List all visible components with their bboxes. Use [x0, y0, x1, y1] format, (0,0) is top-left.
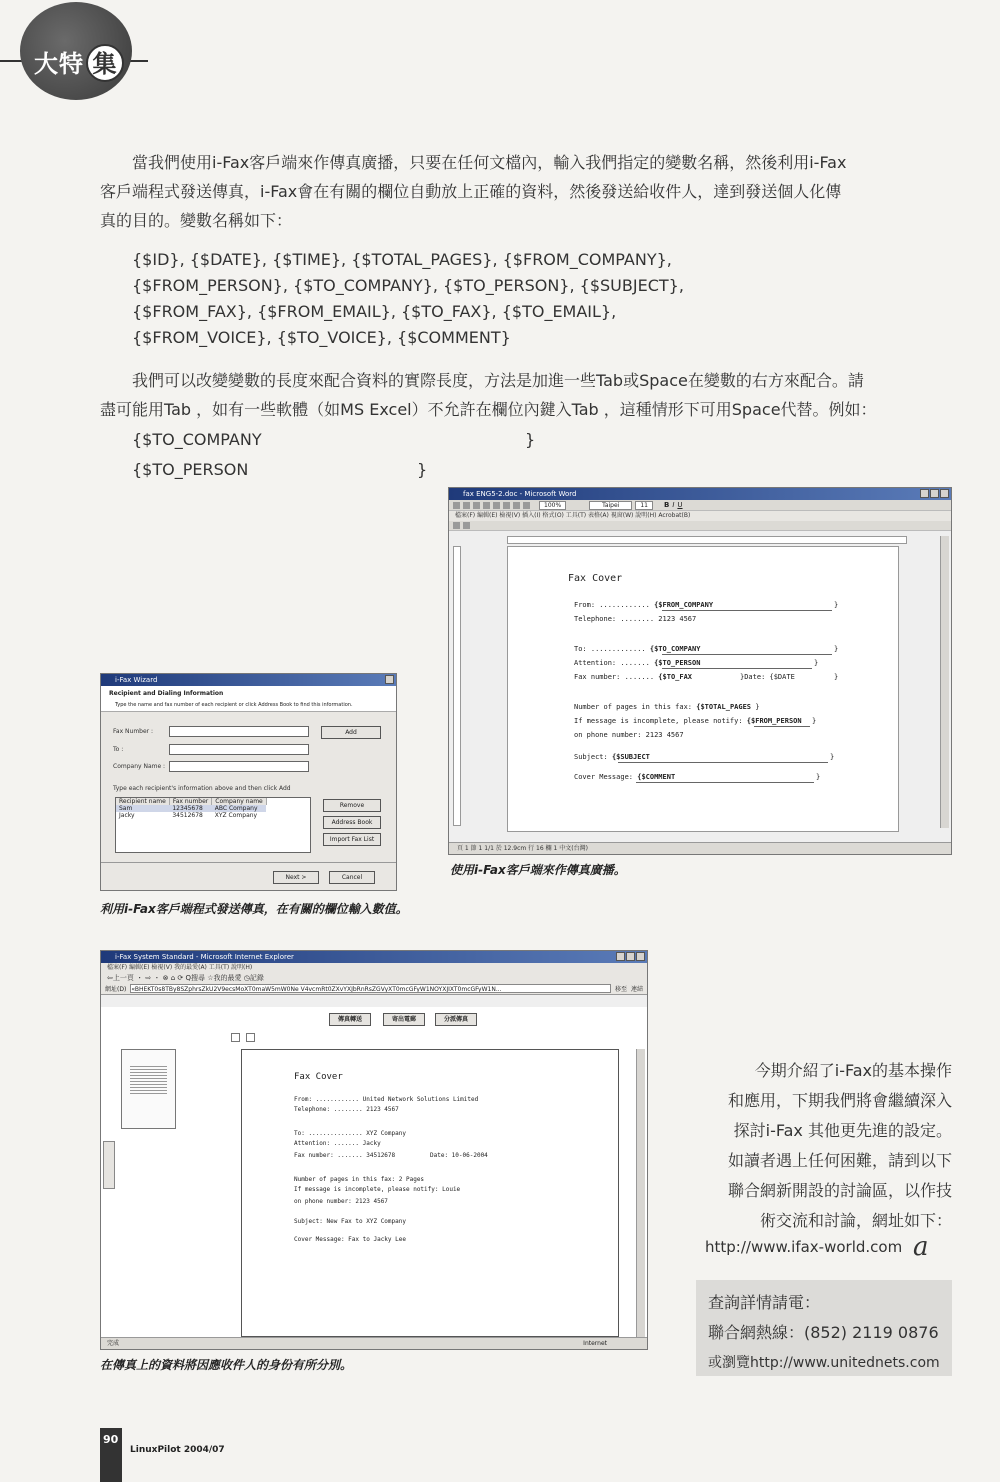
fax-cover-message: Cover Message: Fax to Jacky Lee: [294, 1236, 406, 1243]
faxno-var: {$TO_FAX: [658, 673, 693, 681]
page-thumbnail[interactable]: [121, 1049, 176, 1129]
from-var: {$FROM_COMPANY: [654, 601, 714, 609]
faxno-label: Fax number: .......: [574, 673, 655, 681]
fax-subject: Subject: New Fax to XYZ Company: [294, 1218, 406, 1225]
fax-attn: Attention: ....... Jacky: [294, 1140, 381, 1147]
status-done: 完成: [107, 1340, 120, 1347]
print-icon[interactable]: [483, 502, 490, 509]
notify-underline: [754, 726, 810, 727]
date-brace: }: [834, 673, 839, 681]
font-size-select[interactable]: 11: [635, 501, 653, 510]
import-fax-list-button[interactable]: Import Fax List: [323, 833, 381, 846]
intro-line-2: 客戶端程式發送傳真，i-Fax會在有關的欄位自動放上正確的資料，然後發送給收件人，達到發送個人化傳: [100, 182, 842, 201]
vertical-scrollbar[interactable]: [940, 536, 949, 828]
to-input[interactable]: [169, 744, 309, 755]
wizard-titlebar: [101, 674, 396, 686]
sidebar-line: 和應用，下期我們將會繼續深入: [727, 1091, 952, 1110]
cover-brace: }: [816, 773, 821, 781]
add-button[interactable]: Add: [321, 726, 381, 739]
recipient-name-cell: Sam: [119, 805, 133, 812]
to-label: To :: [113, 746, 124, 753]
example-start: {$TO_PERSON: [132, 460, 249, 479]
close-icon[interactable]: [636, 952, 645, 961]
contact-website[interactable]: 或瀏覽http://www.unitednets.com: [708, 1355, 940, 1371]
subject-label: Subject:: [574, 753, 608, 761]
fax-date: Date: 10-06-2004: [430, 1152, 488, 1159]
send-email-button[interactable]: 寄出電郵: [383, 1013, 425, 1026]
remove-button[interactable]: Remove: [323, 799, 381, 812]
cancel-button[interactable]: Cancel: [329, 871, 375, 884]
recipient-name-cell: Jacky: [119, 812, 135, 819]
tab-paragraph: [100, 366, 960, 424]
forum-url-link[interactable]: http://www.ifax-world.com: [705, 1238, 903, 1256]
table-row[interactable]: [116, 805, 266, 812]
recipient-list[interactable]: [115, 797, 311, 853]
notify-var: {$FROM_PERSON: [746, 717, 802, 725]
assign-fax-button[interactable]: 分派傳真: [435, 1013, 477, 1026]
ie-nav-toolbar[interactable]: ⇦上一頁 ・ ⇨ ・ ⊗ ⌂ ⟳ Q搜尋 ☆我的最愛 ◷記錄: [101, 973, 647, 983]
example-to-company: [132, 427, 262, 453]
notify-brace: }: [812, 717, 817, 725]
company-name-cell: ABC Company: [214, 805, 258, 812]
ie-titlebar: [101, 951, 647, 963]
table-row[interactable]: [116, 812, 266, 819]
zoom-select[interactable]: 100%: [539, 501, 566, 510]
italic-icon[interactable]: I: [672, 501, 675, 509]
contact-title: 查詢詳情請電：: [708, 1293, 821, 1312]
word-window: [448, 487, 952, 855]
sidebar-line: 今期介紹了i-Fax的基本操作: [754, 1061, 952, 1080]
list-instruction: Type each recipient's information above and then click Add: [113, 785, 291, 792]
wizard-subheading: Type the name and fax number of each recipient or click Address Book to find this information.: [115, 702, 353, 708]
section-title: [34, 44, 124, 82]
attn-var: {$TO_PERSON: [654, 659, 701, 667]
zoom-in-icon[interactable]: [231, 1033, 240, 1042]
from-label: From: ............: [574, 601, 650, 609]
sidebar-line: 如讀者遇上任何困難，請到以下: [727, 1151, 952, 1170]
example-to-person-end: }: [417, 460, 428, 479]
magazine-issue: LinuxPilot 2004/07: [130, 1445, 225, 1455]
cut-icon[interactable]: [503, 502, 510, 509]
fax-heading: Fax Cover: [294, 1072, 343, 1082]
word-titlebar: [449, 488, 951, 500]
minimize-icon[interactable]: [616, 952, 625, 961]
horizontal-ruler: [507, 536, 907, 544]
status-zone: Internet: [583, 1340, 607, 1347]
underline-icon[interactable]: U: [677, 501, 683, 509]
column-header[interactable]: Fax number: [169, 798, 211, 805]
address-label: 網址(D): [105, 986, 127, 993]
word-secondary-toolbar: [449, 521, 951, 531]
wizard-divider: [101, 862, 396, 863]
caption-word-window: 使用i-Fax客戶端來作傳真廣播。: [450, 863, 626, 877]
caption-wizard: 利用i-Fax客戶端程式發送傳真，在有關的欄位輸入數值。: [100, 902, 408, 916]
links-button[interactable]: 連結: [630, 986, 643, 993]
ie-vertical-scrollbar[interactable]: [636, 1049, 645, 1337]
caption-ie-window: 在傳真上的資料將因應收件人的身份有所分別。: [100, 1358, 353, 1372]
example-start: {$TO_COMPANY: [132, 430, 262, 449]
to-label: To: .............: [574, 645, 646, 653]
fax-phone: on phone number: 2123 4567: [294, 1198, 388, 1205]
ie-statusbar: [101, 1337, 647, 1349]
close-icon[interactable]: [940, 489, 949, 498]
table-header-row: [116, 798, 266, 805]
word-standard-toolbar: [449, 500, 951, 511]
forward-fax-button[interactable]: 傳真轉送: [329, 1013, 371, 1026]
section-title-circled: 集: [86, 44, 124, 82]
fax-number: Fax number: ....... 34512678: [294, 1152, 396, 1159]
zoom-out-icon[interactable]: [246, 1033, 255, 1042]
tel-value: 2123 4567: [658, 615, 697, 623]
cover-var: {$COMMENT: [637, 773, 676, 781]
minimize-icon[interactable]: [920, 489, 929, 498]
variable-line: {$FROM_PERSON}, {$TO_COMPANY}, {$TO_PERSON}, {$SUBJECT},: [132, 276, 684, 295]
tel-label: Telephone: ........: [574, 615, 655, 623]
to-underline: [662, 654, 832, 655]
ie-window: [100, 950, 648, 1350]
font-select[interactable]: Taipei: [589, 501, 632, 510]
notify-label: If message is incomplete, please notify:: [574, 717, 743, 725]
maximize-icon[interactable]: [626, 952, 635, 961]
to-brace: }: [834, 645, 839, 653]
next-button[interactable]: Next >: [273, 871, 319, 884]
wizard-header: [101, 686, 396, 712]
sidebar-line: 聯合網新開設的討論區，以作技: [727, 1181, 952, 1200]
example-to-person: [132, 457, 248, 483]
intro-line-1: 當我們使用i-Fax客戶端來作傳真廣播，只要在任何文檔內，輸入我們指定的變數名稱，然後利用i-Fax: [132, 153, 847, 172]
to-var: {$TO_COMPANY: [649, 645, 701, 653]
close-icon[interactable]: [385, 675, 394, 684]
subject-var: {$SUBJECT: [611, 753, 650, 761]
contact-info-box: [696, 1280, 952, 1376]
fax-notify: If message is incomplete, please notify: Louie: [294, 1186, 461, 1193]
company-name-label: Company Name :: [113, 763, 166, 770]
save-icon[interactable]: [473, 502, 480, 509]
grid-icon[interactable]: [463, 522, 470, 529]
sidebar-line: 探討i-Fax 其他更先進的設定。: [733, 1121, 952, 1140]
copy-icon[interactable]: [513, 502, 520, 509]
fax-number-cell: 12345678: [172, 805, 203, 812]
phone-line: on phone number: 2123 4567: [574, 731, 684, 739]
ie-address-bar: [101, 983, 647, 995]
tab-paragraph-line-1: 我們可以改變變數的長度來配合資料的實際長度，方法是加進一些Tab或Space在變數的右方來配合。請: [132, 371, 864, 390]
subject-brace: }: [830, 753, 835, 761]
subject-underline: [618, 762, 828, 763]
maximize-icon[interactable]: [930, 489, 939, 498]
cover-label: Cover Message:: [574, 773, 634, 781]
attn-brace: }: [814, 659, 819, 667]
attn-label: Attention: .......: [574, 659, 650, 667]
from-underline: [662, 610, 832, 611]
section-title-text: 大特: [34, 50, 84, 78]
fax-number-input[interactable]: [169, 726, 309, 737]
variable-line: {$FROM_VOICE}, {$TO_VOICE}, {$COMMENT}: [132, 328, 511, 347]
ie-content: [101, 1007, 647, 1337]
tab-paragraph-line-2: 盡可能用Tab ，如有一些軟體（如MS Excel）不允許在欄位內鍵入Tab ，這種情形下可用Space代替。例如：: [100, 400, 877, 419]
variable-line: {$FROM_FAX}, {$FROM_EMAIL}, {$TO_FAX}, {$TO_EMAIL},: [132, 302, 617, 321]
window-controls: [920, 489, 949, 498]
paste-icon[interactable]: [523, 502, 530, 509]
end-mark-icon: a: [913, 1232, 929, 1262]
attn-underline: [662, 668, 812, 669]
intro-paragraph: [100, 148, 960, 235]
fax-number-label: Fax Number :: [113, 728, 154, 735]
go-button[interactable]: 移至: [614, 986, 627, 993]
recipient-table: [116, 798, 267, 819]
column-header[interactable]: Recipient name: [116, 798, 169, 805]
new-icon[interactable]: [453, 502, 460, 509]
address-input[interactable]: «BHEKT0s8TBy8SZphrsZkU2V9ecsMoXT0maW5mW0Ne V4vcmRt0ZXvYXJbRnRsZGVyXT0mcGFyW1NOYXJIXT0mcGFyW1N...: [130, 984, 611, 993]
thumbnail-lines: [130, 1064, 167, 1094]
example-to-company-end: }: [525, 430, 536, 449]
word-title: fax ENG5-2.doc - Microsoft Word: [463, 490, 577, 498]
variable-list: [132, 247, 732, 351]
wizard-dialog: [100, 673, 397, 891]
bold-icon[interactable]: B: [663, 501, 670, 509]
preview-icon[interactable]: [493, 502, 500, 509]
fax-pages: Number of pages in this fax: 2 Pages: [294, 1176, 425, 1183]
table-icon[interactable]: [453, 522, 460, 529]
word-page: Fax Cover From: ............ {$FROM_COMPANY } Telephone: ........ 2123 4567 To: ............. {$TO_COMPANY } Attention: ....... {$TO_PERSON } Fax number: ....... {$TO_FAX }Date: {$DATE } Number of pages in this fax: {$TOTAL_PAGES } If message is incomplete, please notify: {$FROM_PERSON } on phone number: 2123 4567 Subject: {$SUBJECT } Cover Message: {$COMMENT }: [507, 546, 899, 832]
vertical-ruler: [453, 546, 461, 826]
wizard-heading: Recipient and Dialing Information: [109, 690, 224, 697]
fax-to: To: ............... XYZ Company: [294, 1130, 406, 1137]
fax-number-cell: 34512678: [172, 812, 203, 819]
fax-preview-page: [241, 1049, 619, 1337]
company-name-input[interactable]: [169, 761, 309, 772]
fax-tel: Telephone: ........ 2123 4567: [294, 1106, 399, 1113]
fax-from: From: ............ United Network Solutions Limited: [294, 1096, 479, 1103]
from-brace: }: [834, 601, 839, 609]
sidebar-text: [660, 1056, 952, 1236]
cover-underline: [636, 782, 814, 783]
wizard-title: i-Fax Wizard: [115, 676, 158, 684]
date-label: }Date: {$DATE: [740, 673, 795, 681]
sidebar-line: 術交流和討論，網址如下：: [759, 1211, 952, 1230]
fax-cover-heading: Fax Cover: [568, 573, 623, 584]
ie-title: i-Fax System Standard - Microsoft Internet Explorer: [115, 953, 294, 961]
contact-hotline: 聯合網熱線：(852) 2119 0876: [708, 1323, 939, 1342]
word-menubar[interactable]: 檔案(F) 編輯(E) 檢視(V) 插入(I) 格式(O) 工具(T) 表格(A) 視窗(W) 說明(H) Acrobat(B): [449, 511, 951, 521]
company-name-cell: XYZ Company: [214, 812, 258, 819]
variable-line: {$ID}, {$DATE}, {$TIME}, {$TOTAL_PAGES}, {$FROM_COMPANY},: [132, 250, 672, 269]
address-book-button[interactable]: Address Book: [323, 816, 381, 829]
page-number: 90: [103, 1433, 119, 1446]
ie-menubar[interactable]: 檔案(F) 編輯(E) 檢視(V) 我的最愛(A) 工具(T) 說明(H): [101, 963, 647, 973]
word-statusbar: 頁 1 節 1 1/1 於 12.9cm 行 16 欄 1 中文(台灣): [449, 842, 951, 854]
pages-var: {$TOTAL_PAGES: [696, 703, 752, 711]
column-header[interactable]: Company name: [212, 798, 266, 805]
ie-side-tools[interactable]: [103, 1141, 115, 1189]
intro-line-3: 真的目的。變數名稱如下：: [100, 211, 293, 230]
open-icon[interactable]: [463, 502, 470, 509]
pages-label: Number of pages in this fax:: [574, 703, 693, 711]
